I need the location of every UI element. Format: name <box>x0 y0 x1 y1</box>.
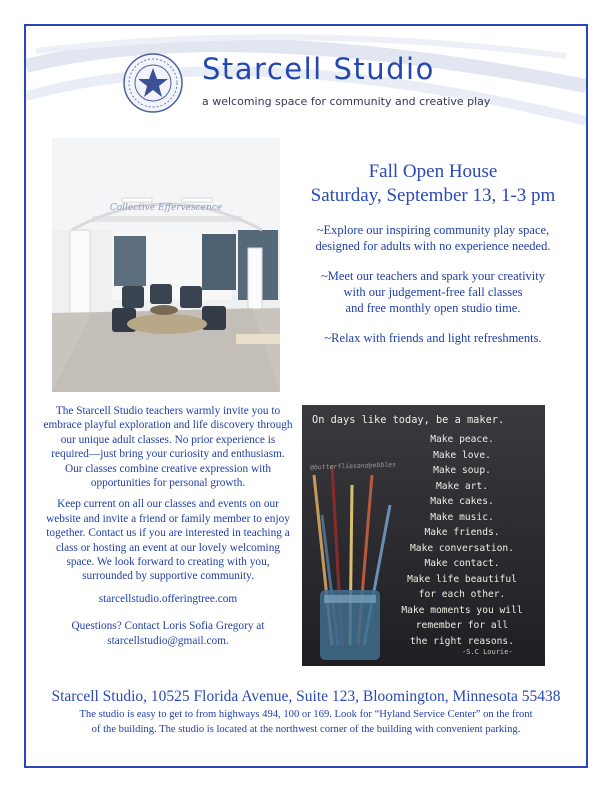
maker-line: remember for all <box>415 620 509 631</box>
studio-interior-photo <box>52 138 280 392</box>
open-house-details <box>288 160 578 346</box>
contact-line: Questions? Contact Loris Sofia Gregory at <box>71 620 265 633</box>
contact-email[interactable]: starcellstudio@gmail.com. <box>107 634 229 647</box>
maker-line: Make conversation. <box>410 542 514 554</box>
directions-line2: of the building. The studio is located at the northwest corner of the building with convenient parking. <box>91 723 521 735</box>
maker-line: Make music. <box>430 511 494 523</box>
maker-line: Make soup. <box>433 465 491 476</box>
directions-line1: The studio is easy to get to from highways 494, 100 or 169. Look for “Hyland Service Center” on the front <box>79 709 533 720</box>
event-item-meet-line1: ~Meet our teachers and spark your creativity <box>320 269 546 283</box>
maker-line: Make art. <box>436 480 488 492</box>
studio-tagline: a welcoming space for community and creative play <box>202 95 491 108</box>
studio-address: Starcell Studio, 10525 Florida Avenue, Suite 123, Bloomington, Minnesota 55438 <box>51 688 561 705</box>
maker-lines <box>382 432 542 649</box>
maker-line: Make love. <box>433 449 491 461</box>
event-item-explore-line2: designed for adults with no experience needed. <box>315 239 551 253</box>
maker-line: Make contact. <box>424 558 500 569</box>
maker-heading: On days like today, be a maker. <box>312 414 505 426</box>
maker-quote-image <box>302 405 545 666</box>
maker-line: Make moments you will <box>401 604 523 616</box>
maker-line: Make peace. <box>430 434 494 445</box>
directions-note <box>40 708 572 737</box>
event-item-explore-line1: ~Explore our inspiring community play space, <box>316 223 550 237</box>
event-title: Fall Open House <box>368 161 498 182</box>
event-item-meet-line2: with our judgement-free fall classes <box>343 285 523 299</box>
photo-sign-text: Collective Effervescence <box>109 203 223 213</box>
maker-line: Make friends. <box>424 527 500 538</box>
maker-line: Make life beautiful <box>407 573 517 585</box>
maker-line: Make cakes. <box>430 496 494 507</box>
keep-current-paragraph: Keep current on all our classes and events on our website and invite a friend or family member to enjoy together. Contact us if you are interested in teaching a class or hosting an event at our lovely welcoming space. We look forward to creating with you, surrounded by supportive community. <box>46 498 290 583</box>
event-item-meet-line3: and free monthly open studio time. <box>345 301 521 315</box>
website-link[interactable]: starcellstudio.offeringtree.com <box>98 592 238 605</box>
studio-title: Starcell Studio <box>202 52 435 86</box>
invitation-paragraph: The Starcell Studio teachers warmly invite you to embrace playful exploration and life discovery through our unique adult classes. No prior experience is required—just bring your curiosity and enthusiasm. Our classes combine creative expression with opportunities for personal growth. <box>43 405 293 490</box>
invitation-text <box>42 404 294 648</box>
studio-seal-logo <box>122 52 184 114</box>
maker-line: the right reasons. <box>410 635 514 647</box>
maker-credit: -S.C Lourie- <box>462 648 513 656</box>
event-item-relax: ~Relax with friends and light refreshments. <box>324 331 542 345</box>
maker-watermark: @butterfliesandpebbles <box>309 460 397 472</box>
maker-line: for each other. <box>418 589 506 600</box>
event-date: Saturday, September 13, 1-3 pm <box>310 185 556 206</box>
